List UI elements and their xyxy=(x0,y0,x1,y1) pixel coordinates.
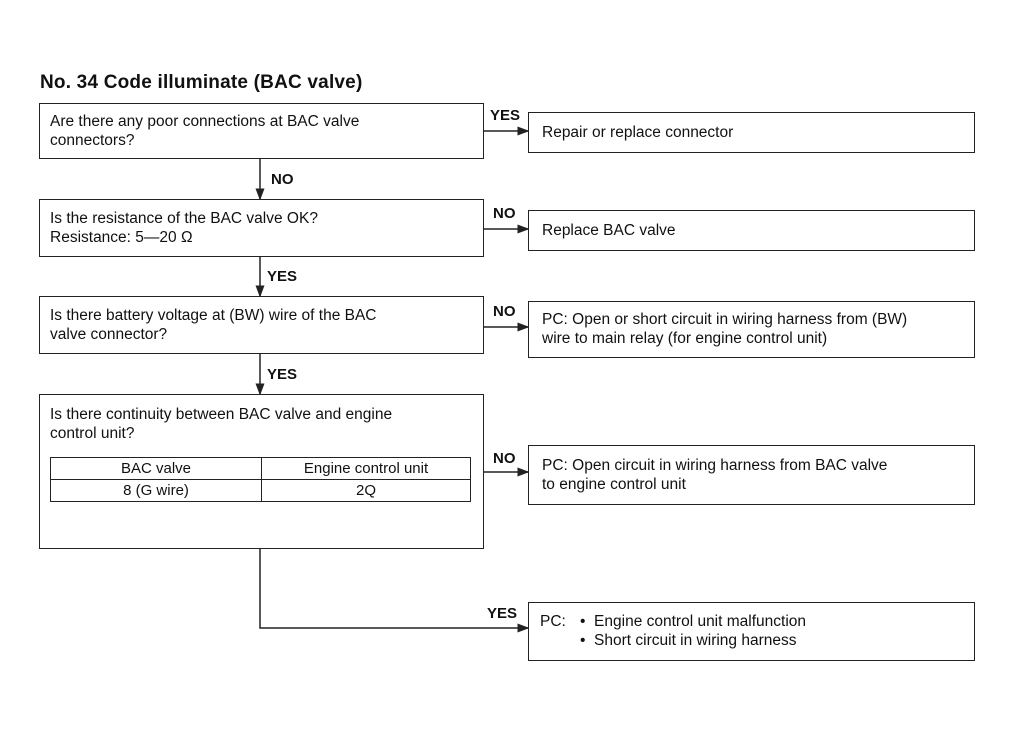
branch-label-q3-no: NO xyxy=(493,303,516,320)
table-header-bac-valve: BAC valve xyxy=(51,458,262,480)
branch-label-q2-yes: YES xyxy=(267,268,298,285)
branch-label-q4-no: NO xyxy=(493,450,516,467)
bullet-dot-icon: • xyxy=(580,613,595,630)
branch-label-q1-no: NO xyxy=(271,171,294,188)
question-3-line-2: valve connector? xyxy=(50,326,168,343)
result-5-bullet-1 xyxy=(580,612,806,631)
continuity-table xyxy=(50,457,471,502)
table-cell-bac-valve: 8 (G wire) xyxy=(51,480,262,502)
table-cell-ecu: 2Q xyxy=(262,480,471,502)
result-box-1 xyxy=(528,112,975,153)
result-3-line-2: wire to main relay (for engine control unit) xyxy=(542,330,828,347)
result-3-line-1: PC: Open or short circuit in wiring harness from (BW) xyxy=(542,311,908,328)
question-4-line-1: Is there continuity between BAC valve and engine xyxy=(50,406,393,423)
result-box-4 xyxy=(528,445,975,505)
result-2-line-1: Replace BAC valve xyxy=(542,222,676,239)
question-box-1 xyxy=(39,103,484,159)
branch-label-q2-no: NO xyxy=(493,205,516,222)
bullet-dot-icon: • xyxy=(580,632,595,649)
question-2-line-2: Resistance: 5—20 Ω xyxy=(50,229,193,246)
result-box-2 xyxy=(528,210,975,251)
result-5-bullet-1-text: Engine control unit malfunction xyxy=(594,613,807,630)
question-1-line-2: connectors? xyxy=(50,132,135,149)
result-5-bullet-2-text: Short circuit in wiring harness xyxy=(594,632,797,649)
result-1-line-1: Repair or replace connector xyxy=(542,124,734,141)
question-box-3 xyxy=(39,296,484,354)
result-box-5 xyxy=(528,602,975,661)
result-box-3 xyxy=(528,301,975,358)
table-header-row xyxy=(51,458,471,480)
page-title: No. 34 Code illuminate (BAC valve) xyxy=(40,72,363,93)
result-4-line-2: to engine control unit xyxy=(542,476,686,493)
result-5-bullet-2 xyxy=(580,631,797,650)
question-1-line-1: Are there any poor connections at BAC valve xyxy=(50,113,360,130)
table-row xyxy=(51,480,471,502)
result-4-line-1: PC: Open circuit in wiring harness from BAC valve xyxy=(542,457,888,474)
table-header-ecu: Engine control unit xyxy=(262,458,471,480)
branch-label-q4-yes: YES xyxy=(487,605,518,622)
result-5-prefix: PC: xyxy=(540,613,566,630)
question-box-2 xyxy=(39,199,484,257)
branch-label-q1-yes: YES xyxy=(490,107,521,124)
branch-label-q3-yes: YES xyxy=(267,366,298,383)
question-4-line-2: control unit? xyxy=(50,425,135,442)
question-3-line-1: Is there battery voltage at (BW) wire of the BAC xyxy=(50,307,377,324)
question-2-line-1: Is the resistance of the BAC valve OK? xyxy=(50,210,318,227)
